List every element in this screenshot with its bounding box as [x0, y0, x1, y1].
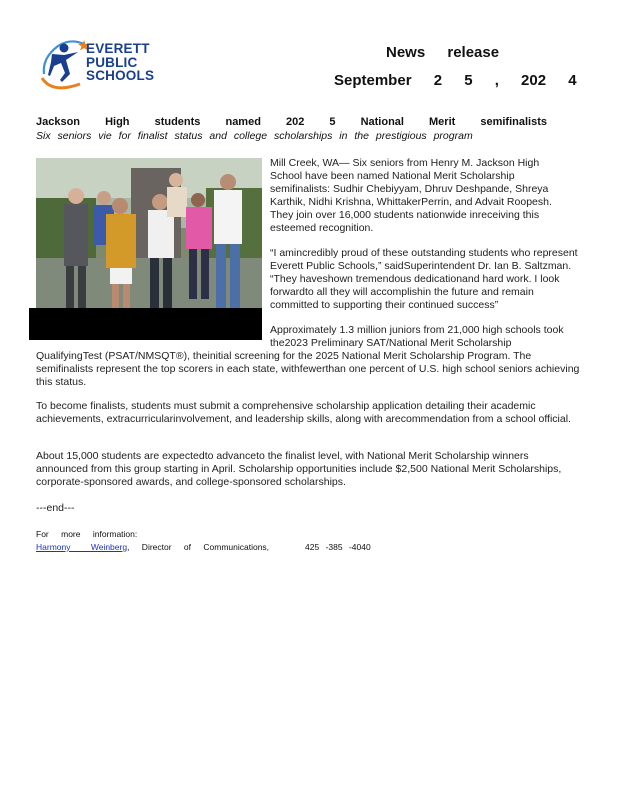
body-paragraph-1: Mill Creek, WA— Six seniors from Henry M. Jackson High School have been named National Merit Scholarship semifinalists: Sudhir Chebiyyam, Dhruv Deshpande, Shreya Karthik, Nidhi Krishna, WhittakerPerrin, and Advait Roopesh. They join over 16,000 students nationwide inreceiving this esteemed recognition. — [270, 157, 552, 234]
runner-logo-icon — [40, 36, 90, 92]
contact-name-link[interactable]: Harmony Weinberg — [36, 542, 128, 552]
end-marker: ---end--- — [36, 502, 75, 514]
logo-line-public: PUBLIC — [86, 54, 138, 70]
group-photo-image — [36, 158, 262, 308]
contact-line — [36, 542, 371, 552]
body-paragraph-5: About 15,000 students are expectedto advanceto the finalist level, with National Merit Scholarship winners announced from this group starting in April. Scholarship opportunities include $2,500 National Merit Scholarships, corporate-sponsored awards, and college-sponsored scholarships. — [36, 450, 562, 488]
contact-title: , Director of Communications, — [127, 542, 270, 552]
photo-caption-bar — [29, 308, 262, 340]
body-paragraph-2: “I amincredibly proud of these outstanding students who represent Everett Public Schools,” saidSuperintendent Dr. Ian B. Saltzman. “They haveshown tremendous dedicationand hard work. I look forwardto all they will accomplishin the future and remain committed to supporting their continued success” — [270, 247, 578, 311]
release-label: News release — [386, 44, 500, 61]
subheadline: Six seniors vie for finalist status and college scholarships in the prestigious program — [36, 130, 473, 142]
district-logo — [40, 36, 180, 92]
logo-wordmark — [86, 42, 154, 83]
logo-line-everett: EVERETT — [86, 41, 150, 56]
body-paragraph-3-rest: QualifyingTest (PSAT/NMSQT®), theinitial screening for the 2025 National Merit Scholarship Program. The semifinalists represent the top scorers in each state, withfewerthan one percent of U.S. high school seniors achieving this status. — [36, 350, 580, 388]
headline: Jackson High students named 202 5 National Merit semifinalists — [36, 116, 547, 128]
body-paragraph-3-start: Approximately 1.3 million juniors from 21,000 high schools took the2023 Preliminary SAT/National Merit Scholarship — [270, 324, 564, 349]
contact-phone: 425 -385 -4040 — [305, 542, 371, 552]
students-photo — [36, 158, 262, 308]
logo-line-schools: SCHOOLS — [86, 68, 155, 83]
more-info-heading: For more information: — [36, 529, 138, 539]
body-paragraph-4: To become finalists, students must submit a comprehensive scholarship application detailing their academic achievements, extracurricularinvolvement, and leadership skills, along with arecommendation from a school official. — [36, 400, 571, 425]
release-date: September 2 5 , 202 4 — [334, 72, 577, 89]
